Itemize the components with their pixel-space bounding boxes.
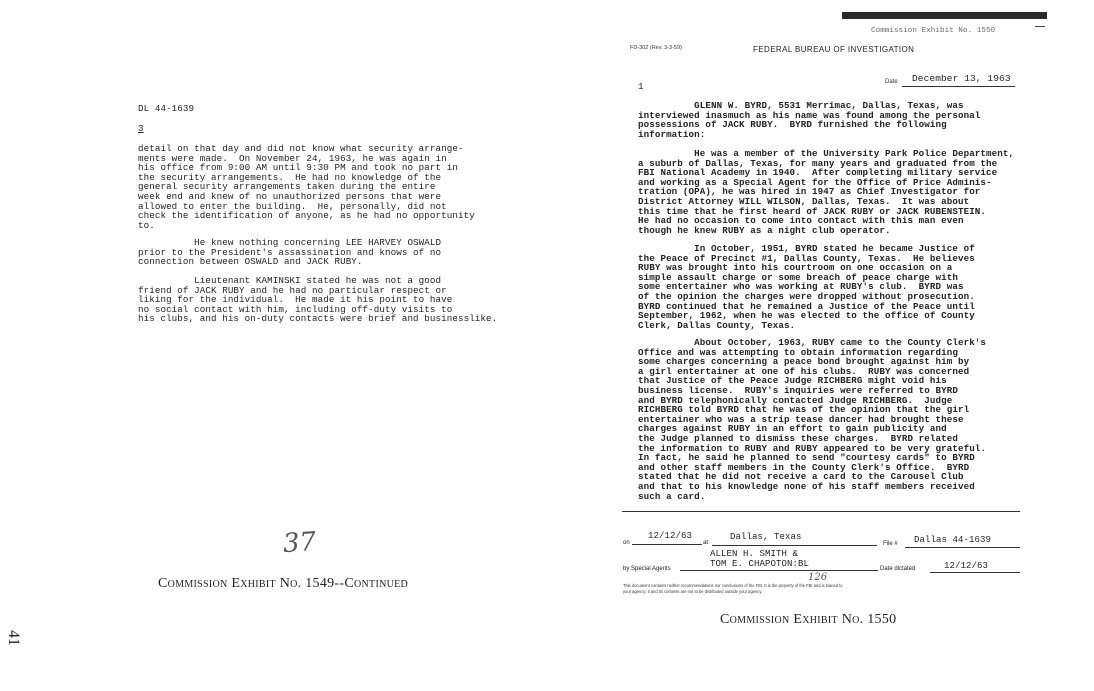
left-paragraph-line: allowed to enter the building. He, personally, did not bbox=[138, 200, 447, 212]
agent-2: TOM E. CHAPOTON:BL bbox=[710, 559, 810, 569]
right-paragraph-3 bbox=[638, 244, 975, 330]
right-paragraph-line: FBI National Academy in 1940. After completing military service bbox=[638, 167, 998, 179]
right-paragraph-line: the information to RUBY and RUBY appeared to be very grateful. bbox=[638, 442, 987, 454]
by-underline bbox=[680, 570, 878, 571]
stamp-tick bbox=[1035, 26, 1045, 27]
right-paragraph-line: of the opinion the charges were dropped without prosecution. bbox=[638, 290, 975, 302]
disclaimer-line-1: This document contains neither recommendations nor conclusions of the FBI. It is the property of the FBI and is loaned to bbox=[623, 583, 843, 588]
right-paragraph-line: charges against RUBY in an effort to gain publicity and bbox=[638, 423, 947, 435]
handwritten-mark: 126 bbox=[808, 572, 828, 583]
right-paragraph-4 bbox=[638, 338, 986, 501]
right-exhibit-caption: Commission Exhibit No. 1550 bbox=[720, 612, 897, 627]
right-paragraph-line: a girl entertainer at one of his clubs. RUBY was concerned bbox=[638, 365, 970, 377]
right-paragraph-line: this time that he first heard of JACK RUBY or JACK RUBENSTEIN. bbox=[638, 205, 987, 217]
right-paragraph-line: Clerk, Dallas County, Texas. bbox=[638, 319, 796, 331]
right-paragraph-line: entertainer who was a strip tease dancer had brought these bbox=[638, 413, 964, 425]
right-paragraph-line: such a card. bbox=[638, 490, 706, 502]
on-underline bbox=[632, 544, 702, 545]
right-paragraph-line: though he knew RUBY as a night club operator. bbox=[638, 224, 891, 236]
right-paragraph-line: and that to his knowledge none of his staff members received bbox=[638, 480, 975, 492]
right-paragraph-line: Office and was attempting to obtain information regarding bbox=[638, 346, 958, 358]
file-underline bbox=[905, 547, 1020, 548]
left-paragraph-1 bbox=[138, 144, 475, 230]
right-paragraph-line: interviewed inasmuch as his name was found among the personal bbox=[638, 109, 981, 121]
agent-1: ALLEN H. SMITH & bbox=[710, 549, 799, 559]
disclaimer-line-2: your agency; it and its contents are not to be distributed outside your agency. bbox=[623, 589, 763, 594]
right-paragraph-line: BYRD continued that he remained a Justice of the Peace until bbox=[638, 300, 975, 312]
left-paragraph-line: He knew nothing concerning LEE HARVEY OSWALD bbox=[138, 237, 442, 248]
right-paragraph-line: About October, 1963, RUBY came to the County Clerk's bbox=[638, 337, 987, 348]
right-paragraph-line: He was a member of the University Park Police Department, bbox=[638, 148, 1015, 159]
dictated-value: 12/12/63 bbox=[944, 561, 989, 571]
left-paragraph-line: Lieutenant KAMINSKI stated he was not a good bbox=[138, 275, 442, 286]
right-paragraph-line: In October, 1951, BYRD stated he became Justice of bbox=[638, 243, 975, 254]
right-paragraph-line: RICHBERG told BYRD that he was of the opinion that the girl bbox=[638, 404, 970, 416]
right-paragraph-line: some entertainer who was working at RUBY's club. BYRD was bbox=[638, 281, 964, 293]
handwritten-number: 37 bbox=[281, 526, 318, 560]
right-paragraph-line: September, 1962, when he was elected to the office of County bbox=[638, 310, 975, 322]
at-value: Dallas, Texas bbox=[730, 532, 802, 542]
left-paragraph-2 bbox=[138, 238, 441, 267]
date-label: Date bbox=[885, 79, 898, 85]
right-paragraph-line: simple assault charge or some breach of peace charge with bbox=[638, 271, 958, 283]
right-paragraph-line: stated that he did not receive a card to the Carousel Club bbox=[638, 471, 964, 483]
file-value: Dallas 44-1639 bbox=[914, 535, 992, 545]
right-paragraph-line: RUBY was brought into his courtroom on one occasion on a bbox=[638, 262, 953, 274]
right-paragraph-2 bbox=[638, 149, 1014, 235]
left-paragraph-line: friend of JACK RUBY and he had no particular respect or bbox=[138, 284, 447, 296]
date-underline bbox=[902, 86, 1015, 87]
side-page-number: 41 bbox=[5, 630, 22, 646]
at-label: at bbox=[703, 540, 709, 546]
right-paragraph-line: the Judge planned to dismiss these charges. BYRD related bbox=[638, 432, 958, 444]
left-paragraph-3 bbox=[138, 276, 497, 324]
right-paragraph-line: tration (OPA), he was hired in 1947 as Chief Investigator for bbox=[638, 186, 981, 198]
dictated-label: Date dictated bbox=[880, 566, 916, 572]
on-value: 12/12/63 bbox=[648, 531, 693, 541]
right-paragraph-line: business license. RUBY's inquiries were referred to BYRD bbox=[638, 384, 958, 396]
right-paragraph-line: some charges concerning a peace bond brought against him by bbox=[638, 356, 970, 368]
right-paragraph-line: and BYRD telephonically contacted Judge RICHBERG. Judge bbox=[638, 394, 953, 406]
file-label: File # bbox=[883, 541, 898, 547]
right-paragraph-line: information: bbox=[638, 128, 706, 140]
left-paragraph-line: detail on that day and did not know what security arrange- bbox=[138, 143, 464, 154]
left-paragraph-line: connection between OSWALD and JACK RUBY. bbox=[138, 256, 363, 268]
right-paragraph-line: In fact, he said he planned to send "courtesy cards" to BYRD bbox=[638, 452, 975, 464]
left-paragraph-line: ments were made. On November 24, 1963, he was again in bbox=[138, 152, 447, 164]
right-paragraph-1 bbox=[638, 101, 980, 139]
left-paragraph-line: prior to the President's assassination and knows of no bbox=[138, 246, 442, 258]
left-file-ref: DL 44-1639 bbox=[138, 103, 195, 114]
right-paragraph-line: and working as a Special Agent for the Office of Price Adminis- bbox=[638, 176, 992, 188]
left-paragraph-line: the security arrangements. He had no knowledge of the bbox=[138, 171, 442, 183]
agency-header: FEDERAL BUREAU OF INVESTIGATION bbox=[753, 45, 915, 54]
right-paragraph-line: a suburb of Dallas, Texas, for many years and graduated from the bbox=[638, 157, 998, 169]
left-paragraph-line: his office from 9:00 AM until 9:30 PM and took no part in bbox=[138, 162, 458, 174]
dictated-underline bbox=[930, 572, 1020, 573]
left-paragraph-line: to. bbox=[138, 219, 155, 231]
left-paragraph-line: his clubs, and his on-duty contacts were brief and businesslike. bbox=[138, 313, 498, 325]
left-paragraph-line: liking for the individual. He made it his point to have bbox=[138, 294, 453, 306]
right-paragraph-line: the Peace of Precinct #1, Dallas County, Texas. He believes bbox=[638, 252, 975, 264]
right-paragraph-line: He had no occasion to come into contact with this man even bbox=[638, 215, 964, 227]
left-paragraph-line: no social contact with him, including off-duty visits to bbox=[138, 303, 453, 315]
right-page-number: 1 bbox=[638, 81, 644, 92]
top-stamp: Commission Exhibit No. 1550 bbox=[871, 27, 996, 35]
right-paragraph-line: GLENN W. BYRD, 5531 Merrimac, Dallas, Texas, was bbox=[638, 100, 964, 111]
right-paragraph-line: possessions of JACK RUBY. BYRD furnished the following bbox=[638, 119, 947, 131]
footer-top-rule bbox=[622, 511, 1020, 512]
date-value: December 13, 1963 bbox=[912, 73, 1011, 84]
left-exhibit-caption: Commission Exhibit No. 1549--Continued bbox=[158, 576, 409, 591]
left-paragraph-line: week end and knew of no unauthorized persons that were bbox=[138, 190, 442, 202]
right-paragraph-line: that Justice of the Peace Judge RICHBERG might void his bbox=[638, 375, 947, 387]
at-underline bbox=[712, 545, 877, 546]
left-paragraph-line: check the identification of anyone, as he had no opportunity bbox=[138, 210, 475, 222]
left-paragraph-line: general security arrangements taken during the entire bbox=[138, 181, 436, 193]
left-page-number: 3 bbox=[138, 123, 144, 134]
right-paragraph-line: and other staff members in the County Clerk's Office. BYRD bbox=[638, 461, 970, 473]
form-code: FD-302 (Rev. 3-3-59) bbox=[630, 45, 682, 51]
top-stamp-bar bbox=[842, 12, 1047, 19]
by-label: by Special Agents bbox=[623, 566, 671, 572]
right-paragraph-line: District Attorney WILL WILSON, Dallas, Texas. It was about bbox=[638, 195, 970, 207]
on-label: on bbox=[623, 540, 630, 546]
